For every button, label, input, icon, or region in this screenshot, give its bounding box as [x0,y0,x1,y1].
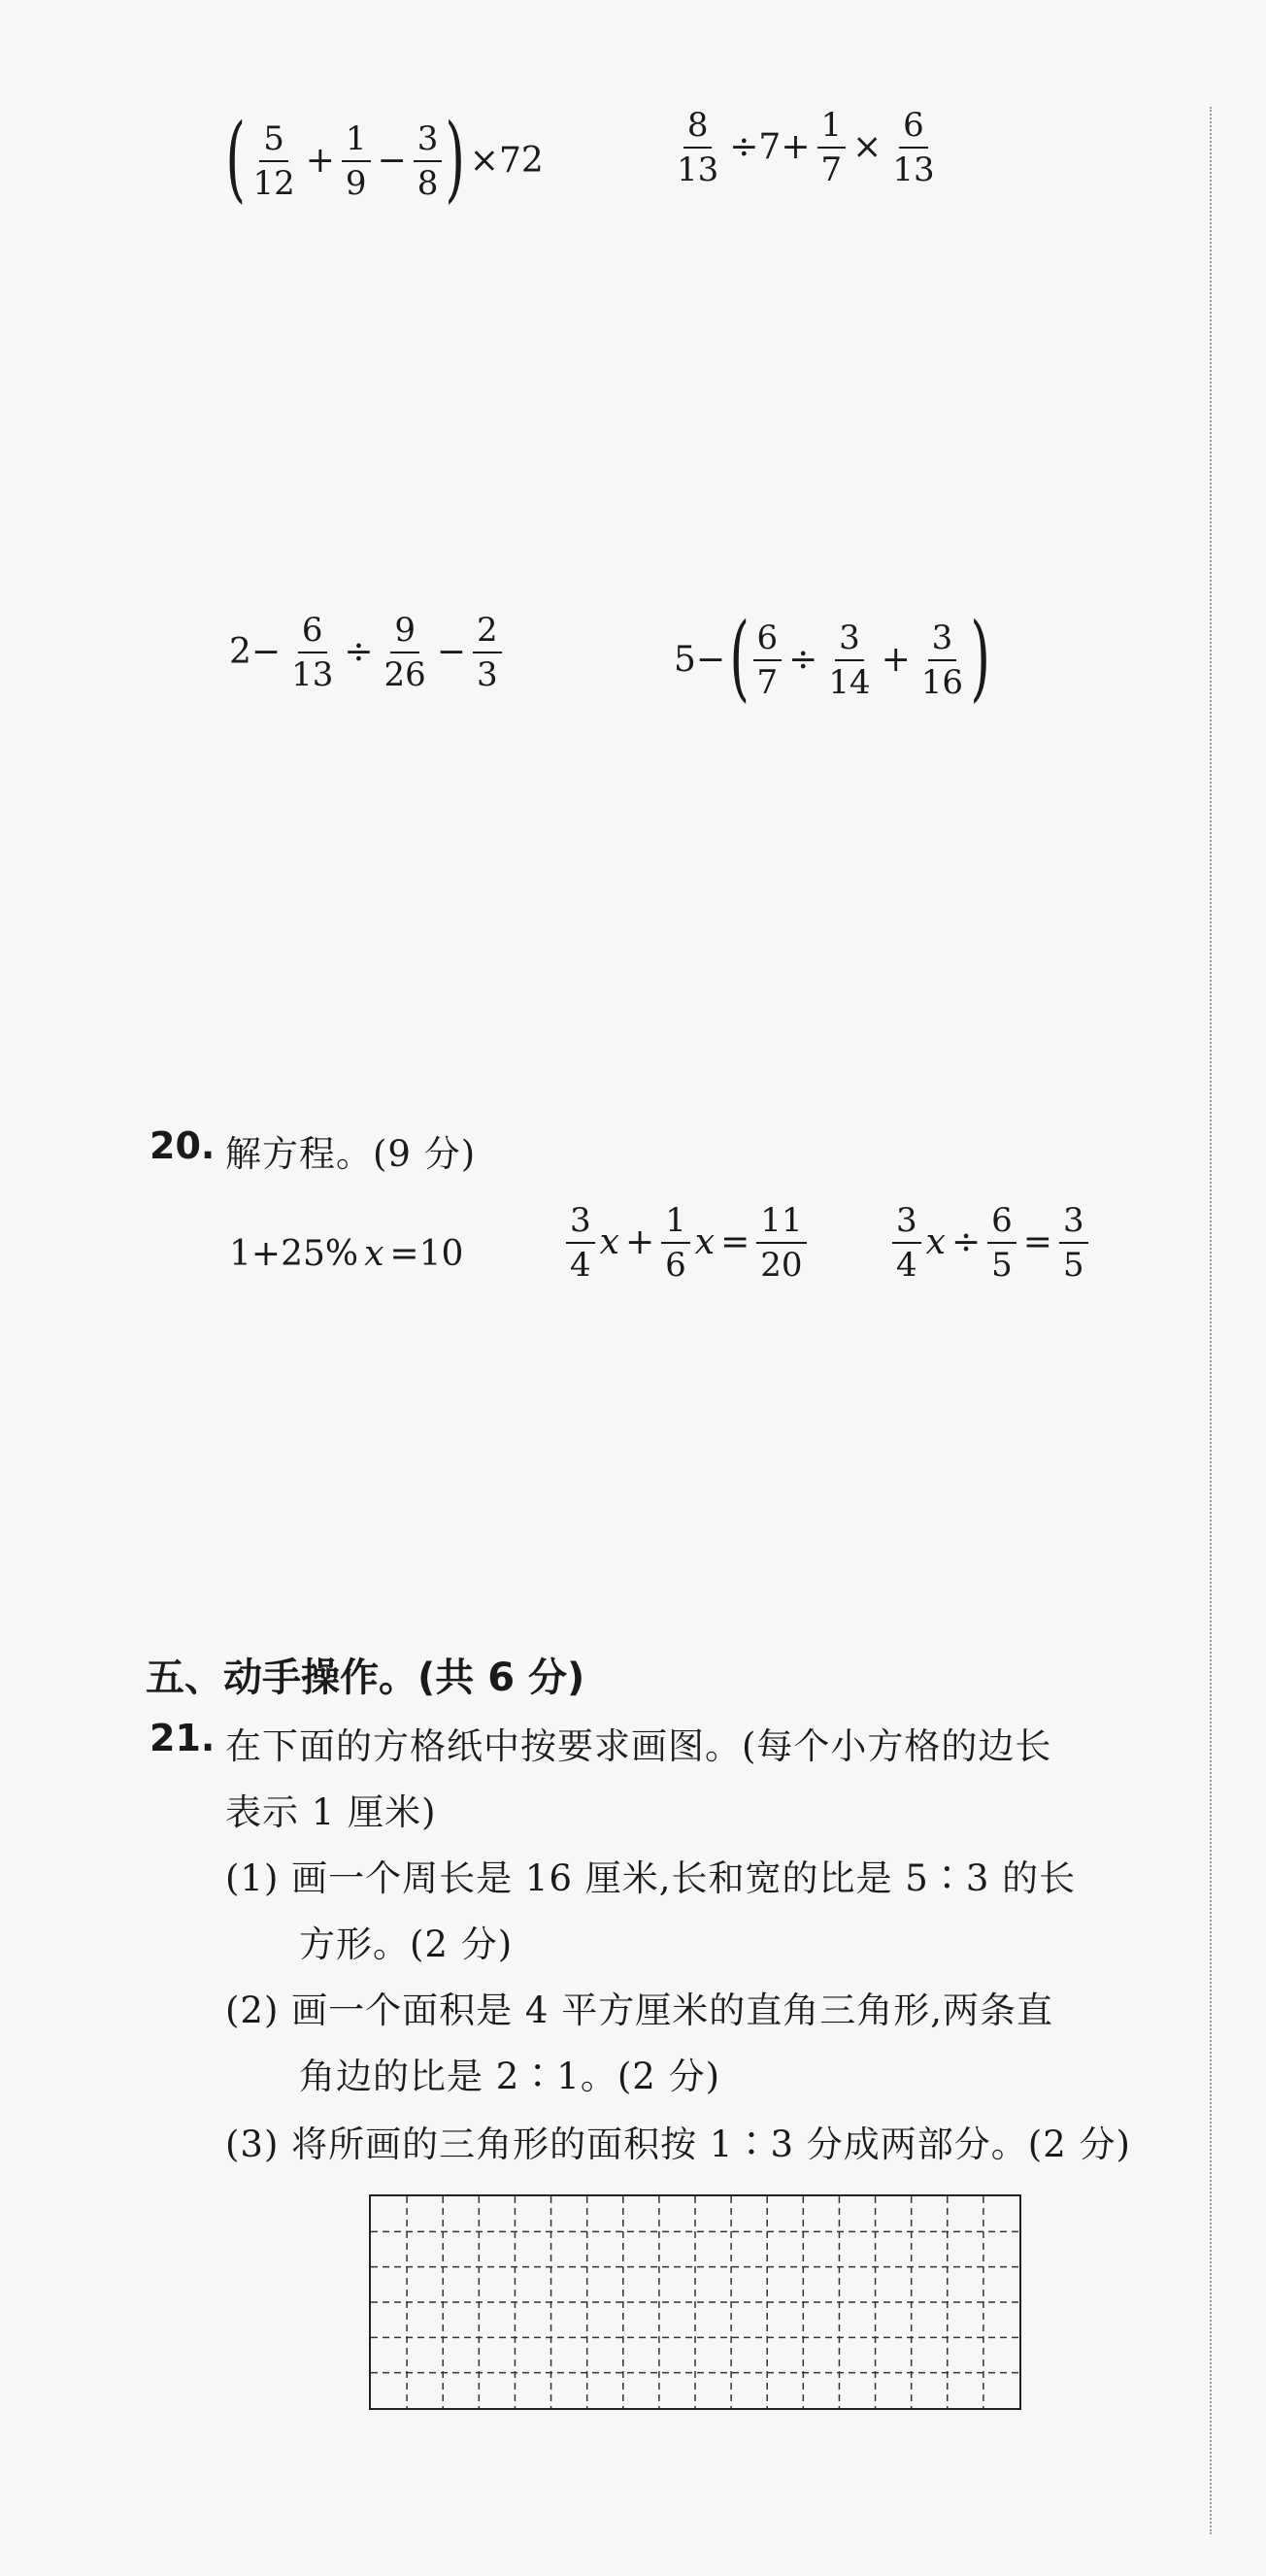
expr-1-operator: − [377,141,407,181]
expr-3-operator: − [436,632,466,672]
denominator: 4 [570,1246,591,1285]
eq-3-variable: x [925,1222,946,1262]
denominator: 14 [828,663,871,702]
expr-2-fraction [673,106,722,189]
numerator: 3 [566,1204,595,1244]
eq-1-variable: x [364,1234,384,1274]
denominator: 12 [252,164,295,203]
numerator: 3 [414,122,443,162]
expr-2-fraction [817,106,847,189]
numerator: 3 [892,1204,921,1244]
expr-1-operator: + [305,141,335,181]
numerator: 5 [259,122,288,162]
expr-4-parenthesis: ) [970,603,991,712]
eq-2-operator: + [624,1222,655,1262]
expr-1-fraction [342,119,371,203]
equation-3 [889,1201,1091,1285]
denominator: 8 [416,164,439,203]
numerator: 11 [756,1204,806,1244]
denominator: 5 [991,1246,1013,1285]
eq-2-fraction [756,1201,806,1285]
numerator: 6 [298,614,327,653]
question-20-title: 解方程。(9 分) [225,1133,477,1175]
eq-3-fraction [987,1201,1016,1285]
calc-expression-4 [670,603,991,712]
eq-2-variable: x [599,1222,619,1262]
eq-3-fraction [1059,1201,1088,1285]
numerator: 3 [835,621,864,661]
grid-lines [371,2196,1019,2408]
expr-2-operator: ÷7+ [729,127,811,167]
denominator: 6 [665,1246,686,1285]
denominator: 16 [920,663,964,702]
calc-expression-3 [225,611,505,694]
expr-3-fraction [381,611,430,694]
eq-3-operator: ÷ [950,1222,982,1262]
graph-paper-grid[interactable] [369,2194,1021,2410]
expr-4-operator: + [881,640,911,680]
expr-3-fraction [287,611,337,694]
denominator: 9 [345,164,367,203]
question-number-20: 20. [150,1124,216,1167]
eq-2-variable: x [694,1222,716,1262]
expr-3-operator: ÷ [344,632,374,672]
numerator: 9 [390,614,419,653]
denominator: 3 [476,655,498,694]
numerator: 1 [661,1204,690,1244]
expr-4-fraction [753,619,783,702]
calc-expression-1 [225,104,548,213]
expr-2-fraction [888,106,938,189]
eq-3-operator: = [1022,1222,1052,1262]
denominator: 7 [820,151,843,189]
expr-4-fraction [824,619,874,702]
expr-3-operator: 2− [229,632,282,672]
expr-1-parenthesis: ) [445,104,466,213]
numerator: 3 [1059,1204,1088,1244]
numerator: 6 [987,1204,1016,1244]
expr-1-operator: ×72 [469,141,544,181]
eq-2-fraction [661,1201,690,1285]
binding-margin-line [1210,107,1212,2534]
question-21-sub2-line2: 角边的比是 2∶1。(2 分) [299,2056,721,2097]
numerator: 6 [899,109,928,149]
equation-1 [225,1234,467,1274]
eq-1-operator: 1+25% [229,1234,359,1274]
eq-3-fraction [892,1201,921,1285]
expr-1-fraction [249,119,298,203]
numerator: 8 [683,109,713,149]
denominator: 7 [756,663,779,702]
denominator: 20 [760,1246,803,1285]
expr-2-operator: × [852,127,883,167]
eq-2-fraction [566,1201,595,1285]
numerator: 1 [342,122,371,162]
expr-3-fraction [473,611,502,694]
expr-4-operator: 5− [674,640,726,680]
question-number-21: 21. [150,1717,216,1759]
expr-4-operator: ÷ [788,640,818,680]
numerator: 3 [928,621,957,661]
denominator: 13 [677,151,719,189]
section-5-title: 五、动手操作。(共 6 分) [146,1656,585,1700]
numerator: 1 [817,109,847,149]
question-21-sub3: (3) 将所画的三角形的面积按 1∶3 分成两部分。(2 分) [225,2124,1131,2165]
question-21-sub2-line1: (2) 画一个面积是 4 平方厘米的直角三角形,两条直 [225,1990,1053,2031]
question-21-line2: 表示 1 厘米) [225,1791,437,1833]
eq-2-operator: = [720,1222,750,1262]
denominator: 26 [383,655,426,694]
question-21-sub1-line2: 方形。(2 分) [299,1924,514,1965]
numerator: 2 [473,614,502,653]
equation-2 [563,1201,810,1285]
denominator: 5 [1062,1246,1084,1285]
calc-expression-2 [670,106,942,189]
denominator: 4 [896,1246,917,1285]
expr-4-parenthesis: ( [729,603,750,712]
expr-1-parenthesis: ( [225,104,247,213]
expr-1-fraction [414,119,443,203]
question-21-line1: 在下面的方格纸中按要求画图。(每个小方格的边长 [225,1725,1052,1767]
question-21-sub1-line1: (1) 画一个周长是 16 厘米,长和宽的比是 5∶3 的长 [225,1857,1077,1899]
denominator: 13 [291,655,334,694]
denominator: 13 [892,151,935,189]
numerator: 6 [753,621,783,661]
eq-1-operator: =10 [389,1234,464,1274]
expr-4-fraction [917,619,967,702]
